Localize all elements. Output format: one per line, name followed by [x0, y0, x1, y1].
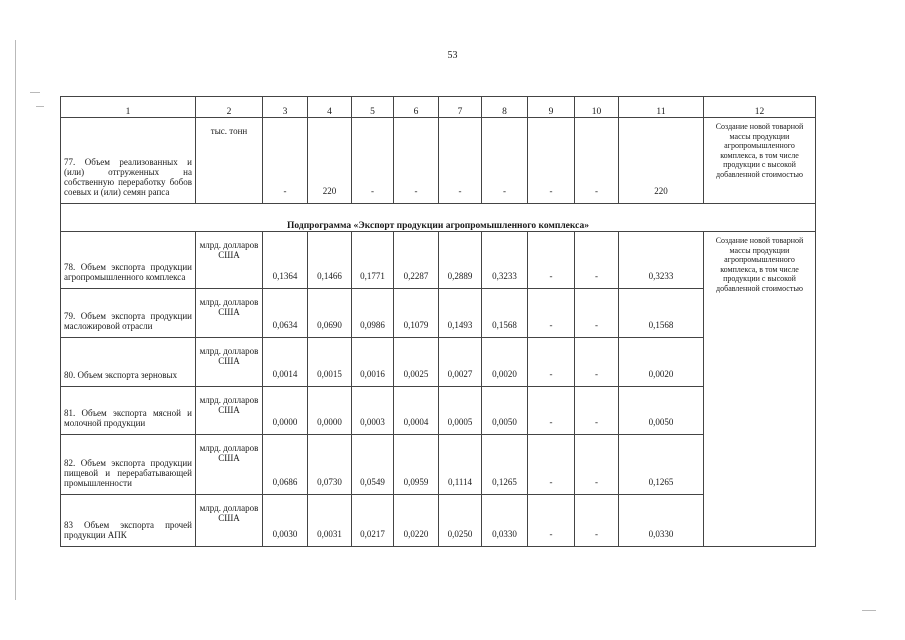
value-cell: 0,0634	[263, 289, 308, 338]
unit-cell: млрд. долларов США	[196, 495, 263, 547]
table-row	[61, 232, 816, 289]
value-cell: 0,0015	[308, 338, 352, 387]
value-cell: 0,1771	[352, 232, 394, 289]
value-cell: 0,0020	[619, 338, 704, 387]
scan-edge-mark	[30, 92, 40, 93]
value-cell: 0,0016	[352, 338, 394, 387]
col-header: 9	[528, 97, 575, 118]
value-cell: -	[528, 495, 575, 547]
value-cell: 0,0730	[308, 435, 352, 495]
value-cell: 0,0690	[308, 289, 352, 338]
value-cell: -	[394, 118, 439, 204]
table-row	[61, 118, 816, 204]
col-header: 10	[575, 97, 619, 118]
col-header: 5	[352, 97, 394, 118]
value-cell: 0,0005	[439, 387, 482, 435]
unit-cell: млрд. долларов США	[196, 289, 263, 338]
scan-edge-mark	[15, 40, 16, 600]
value-cell: 0,1493	[439, 289, 482, 338]
value-cell: -	[575, 118, 619, 204]
value-cell: 0,0030	[263, 495, 308, 547]
col-header: 6	[394, 97, 439, 118]
value-cell: 0,1079	[394, 289, 439, 338]
unit-cell: млрд. долларов США	[196, 338, 263, 387]
value-cell: 0,0003	[352, 387, 394, 435]
value-cell: 0,1568	[482, 289, 528, 338]
indicator-cell: 79. Объем экспорта продукции масложировой отрасли	[61, 289, 196, 338]
table-row	[61, 435, 816, 495]
value-cell: 0,0330	[619, 495, 704, 547]
scan-edge-mark	[862, 610, 876, 611]
indicator-cell: 82. Объем экспорта продукции пищевой и перерабатывающей промышленности	[61, 435, 196, 495]
col-header: 8	[482, 97, 528, 118]
scan-edge-mark	[36, 106, 44, 107]
col-header: 7	[439, 97, 482, 118]
value-cell: -	[528, 387, 575, 435]
value-cell: 0,0004	[394, 387, 439, 435]
value-cell: 0,0250	[439, 495, 482, 547]
value-cell: 0,0220	[394, 495, 439, 547]
value-cell: 0,2889	[439, 232, 482, 289]
indicator-cell: 77. Объем реализованных и (или) отгруженных на собственную переработку бобов соевых и (или) семян рапса	[61, 118, 196, 204]
value-cell: -	[528, 232, 575, 289]
value-cell: -	[263, 118, 308, 204]
table-row	[61, 289, 816, 338]
value-cell: 0,1466	[308, 232, 352, 289]
col-header: 3	[263, 97, 308, 118]
value-cell: 0,0027	[439, 338, 482, 387]
value-cell: 0,1265	[482, 435, 528, 495]
value-cell: -	[575, 387, 619, 435]
indicators-table	[60, 96, 816, 547]
value-cell: 0,1114	[439, 435, 482, 495]
value-cell: 0,0000	[308, 387, 352, 435]
value-cell: 0,1265	[619, 435, 704, 495]
col-header: 11	[619, 97, 704, 118]
value-cell: 0,1364	[263, 232, 308, 289]
value-cell: 0,1568	[619, 289, 704, 338]
value-cell: 0,0000	[263, 387, 308, 435]
unit-cell: млрд. долларов США	[196, 387, 263, 435]
unit-cell: млрд. долларов США	[196, 232, 263, 289]
value-cell: -	[528, 118, 575, 204]
value-cell: -	[575, 289, 619, 338]
value-cell: 0,2287	[394, 232, 439, 289]
value-cell: 0,0217	[352, 495, 394, 547]
table-row	[61, 495, 816, 547]
value-cell: 220	[619, 118, 704, 204]
table-row	[61, 387, 816, 435]
page-number: 53	[447, 50, 458, 61]
col-header: 1	[61, 97, 196, 118]
unit-cell: млрд. долларов США	[196, 435, 263, 495]
value-cell: -	[352, 118, 394, 204]
value-cell: -	[575, 232, 619, 289]
value-cell: 0,0050	[482, 387, 528, 435]
subprogram-title: Подпрограмма «Экспорт продукции агропромышленного комплекса»	[61, 204, 816, 232]
value-cell: 0,0330	[482, 495, 528, 547]
unit-cell: тыс. тонн	[196, 118, 263, 204]
col-header: 2	[196, 97, 263, 118]
value-cell: 0,0031	[308, 495, 352, 547]
header-row	[61, 97, 816, 118]
value-cell: 0,0549	[352, 435, 394, 495]
value-cell: 0,3233	[482, 232, 528, 289]
value-cell: -	[575, 435, 619, 495]
value-cell: 0,0014	[263, 338, 308, 387]
value-cell: -	[439, 118, 482, 204]
value-cell: -	[528, 338, 575, 387]
note-cell: Создание новой товарной массы продукции агропромышленного комплекса, в том числе продукции с высокой добавленной стоимостью	[704, 232, 816, 547]
value-cell: -	[482, 118, 528, 204]
col-header: 4	[308, 97, 352, 118]
value-cell: -	[575, 495, 619, 547]
value-cell: -	[528, 435, 575, 495]
indicator-cell: 78. Объем экспорта продукции агропромышленного комплекса	[61, 232, 196, 289]
value-cell: 0,0959	[394, 435, 439, 495]
value-cell: 0,0025	[394, 338, 439, 387]
indicator-cell: 81. Объем экспорта мясной и молочной продукции	[61, 387, 196, 435]
col-header: 12	[704, 97, 816, 118]
value-cell: 0,3233	[619, 232, 704, 289]
subprogram-row	[61, 204, 816, 232]
value-cell: 0,0986	[352, 289, 394, 338]
indicator-cell: 80. Объем экспорта зерновых	[61, 338, 196, 387]
value-cell: 220	[308, 118, 352, 204]
note-cell: Создание новой товарной массы продукции агропромышленного комплекса, в том числе продукции с высокой добавленной стоимостью	[704, 118, 816, 204]
value-cell: 0,0020	[482, 338, 528, 387]
value-cell: 0,0686	[263, 435, 308, 495]
value-cell: -	[575, 338, 619, 387]
value-cell: 0,0050	[619, 387, 704, 435]
indicator-cell: 83 Объем экспорта прочей продукции АПК	[61, 495, 196, 547]
value-cell: -	[528, 289, 575, 338]
table-row	[61, 338, 816, 387]
